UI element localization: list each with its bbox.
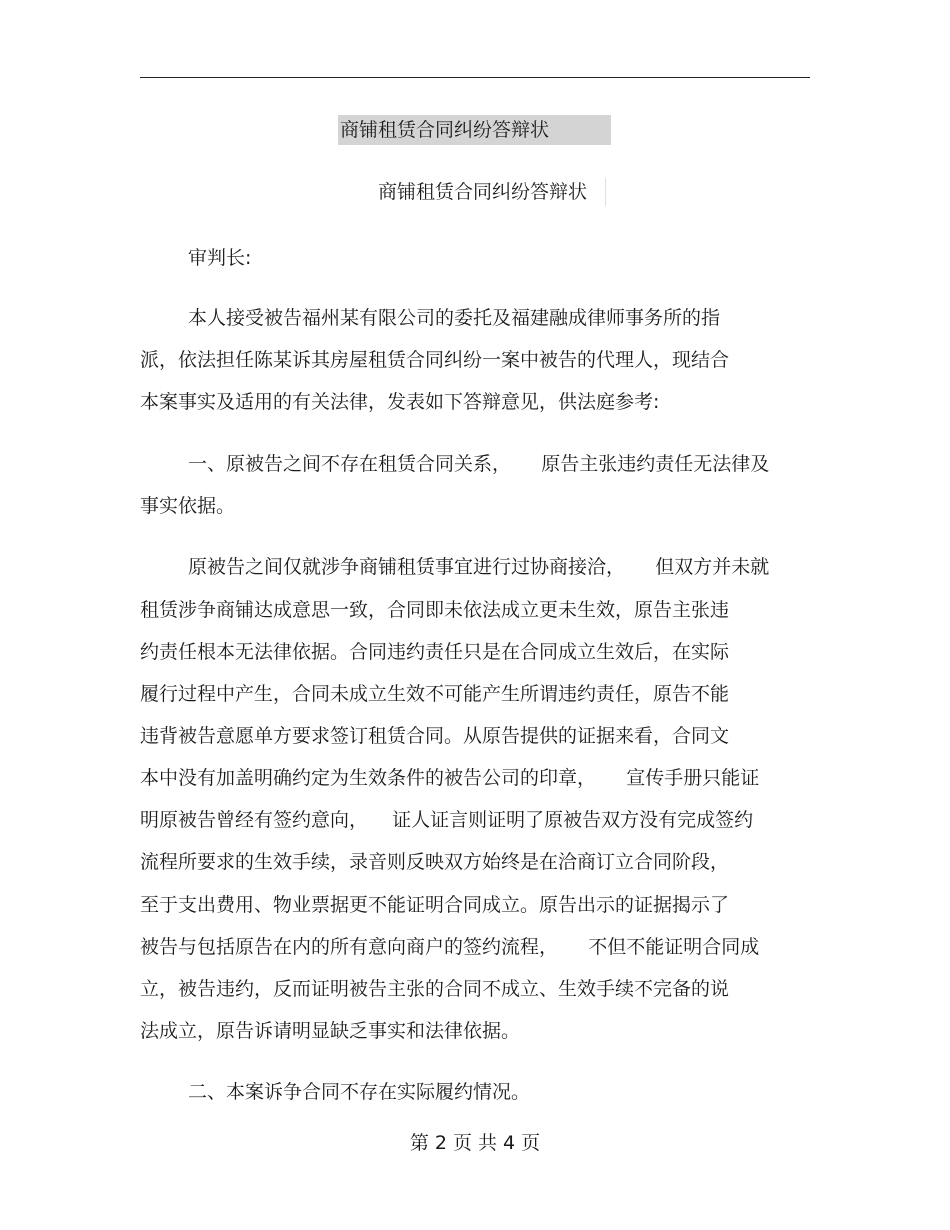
section-heading-2: 二、本案诉争合同不存在实际履约情况。 (188, 1081, 531, 1103)
paragraph-line: 派，依法担任陈某诉其房屋租赁合同纠纷一案中被告的代理人，现结合 (140, 349, 730, 371)
paragraph-line: 原被告之间仅就涉争商铺租赁事宜进行过协商接洽， 但双方并未就 (188, 556, 770, 578)
document-title: 商铺租赁合同纠纷答辩状 (378, 178, 606, 206)
paragraph-line: 本中没有加盖明确约定为生效条件的被告公司的印章， 宣传手册只能证 (140, 767, 760, 789)
paragraph-line: 本案事实及适用的有关法律，发表如下答辩意见，供法庭参考: (140, 391, 660, 413)
paragraph-line: 流程所要求的生效手续，录音则反映双方始终是在洽商订立合同阶段， (140, 851, 730, 873)
paragraph-line: 本人接受被告福州某有限公司的委托及福建融成律师事务所的指 (188, 307, 721, 329)
paragraph-line: 违背被告意愿单方要求签订租赁合同。从原告提供的证据来看，合同文 (140, 725, 730, 747)
paragraph-line: 被告与包括原告在内的所有意向商户的签约流程， 不但不能证明合同成 (140, 936, 760, 958)
paragraph-line: 至于支出费用、物业票据更不能证明合同成立。原告出示的证据揭示了 (140, 894, 730, 916)
paragraph-line: 履行过程中产生，合同未成立生效不可能产生所谓违约责任，原告不能 (140, 683, 730, 705)
paragraph-line: 法成立，原告诉请明显缺乏事实和法律依据。 (140, 1020, 521, 1042)
paragraph-line: 约责任根本无法律依据。合同违约责任只是在合同成立生效后，在实际 (140, 641, 730, 663)
paragraph-line: 立，被告违约，反而证明被告主张的合同不成立、生效手续不完备的说 (140, 978, 730, 1000)
header-title: 商铺租赁合同纠纷答辩状 (338, 115, 611, 145)
page-number: 第 2 页 共 4 页 (409, 1132, 541, 1154)
section-heading-1-cont: 事实依据。 (140, 495, 236, 517)
paragraph-line: 明原被告曾经有签约意向， 证人证言则证明了原被告双方没有完成签约 (140, 809, 754, 831)
section-heading-1: 一、原被告之间不存在租赁合同关系， 原告主张违约责任无法律及 (188, 453, 770, 475)
paragraph-line: 租赁涉争商铺达成意思一致，合同即未依法成立更未生效，原告主张违 (140, 599, 730, 621)
salutation: 审判长: (188, 247, 252, 269)
header-rule (140, 77, 810, 78)
